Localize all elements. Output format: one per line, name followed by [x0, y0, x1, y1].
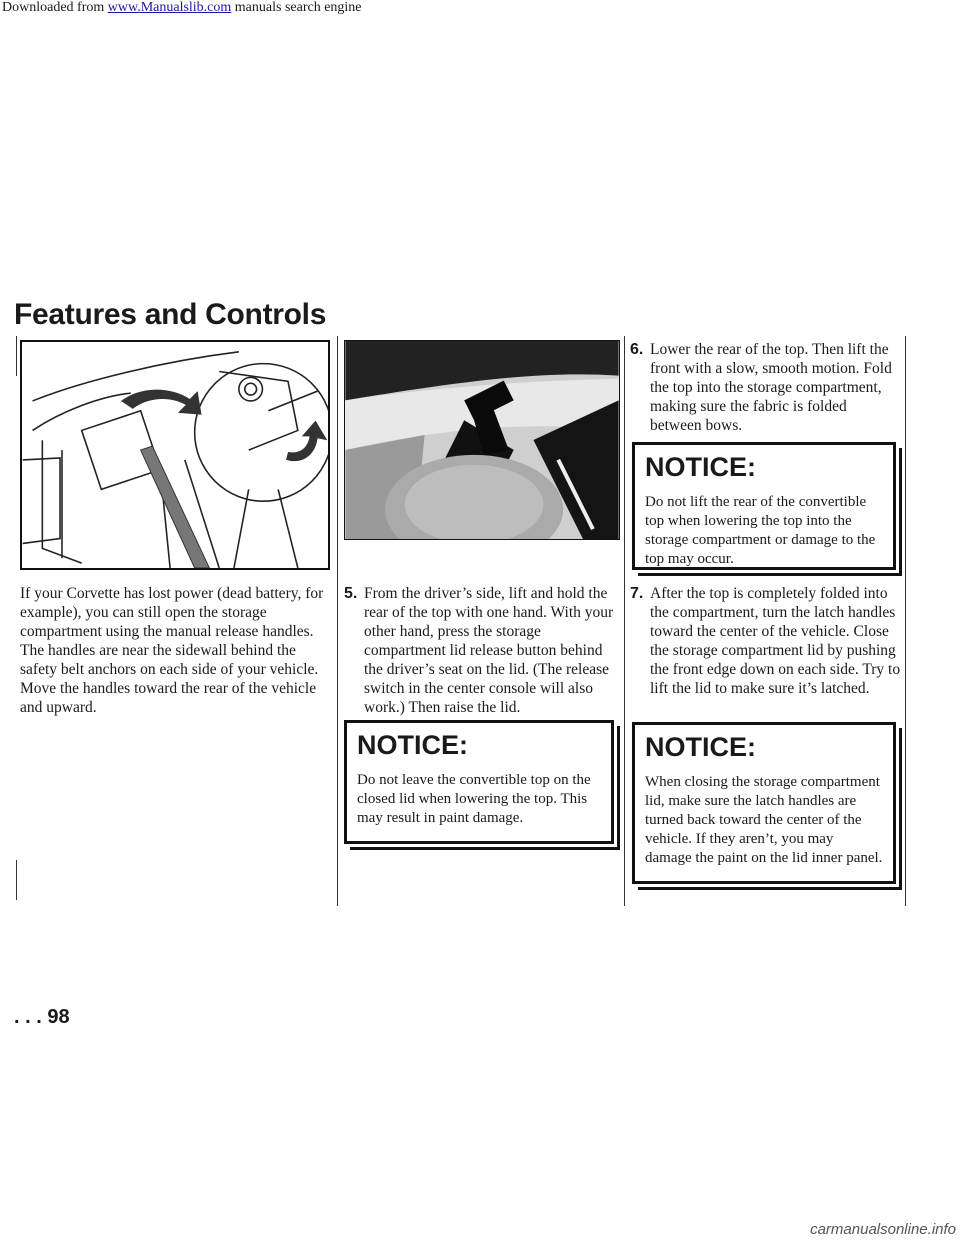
- manualslib-link[interactable]: www.Manualslib.com: [107, 0, 232, 15]
- step-5-number: 5.: [344, 585, 358, 602]
- storage-lid-photo-drawing: [345, 341, 619, 539]
- step-6-number: 6.: [630, 341, 644, 358]
- header-prefix: Downloaded from: [2, 0, 108, 15]
- notice-title: NOTICE:: [357, 730, 468, 760]
- step-5: [344, 584, 616, 717]
- release-handle-drawing: [22, 342, 328, 568]
- notice-latch-handles: [632, 722, 896, 884]
- notice-title: NOTICE:: [645, 732, 756, 762]
- release-handle-illustration: [20, 340, 330, 570]
- notice-text: Do not leave the convertible top on the closed lid when lowering the top. This may result in paint damage.: [357, 772, 591, 826]
- page-number: . . . 98: [14, 1006, 70, 1028]
- column-rule-right: [905, 336, 906, 906]
- notice-lift-rear: [632, 442, 896, 570]
- step-7: [630, 584, 902, 698]
- notice-paint-damage: [344, 720, 614, 844]
- header-suffix: manuals search engine: [231, 0, 362, 15]
- column-rule-left-bottom: [16, 860, 17, 900]
- step-6-text: Lower the rear of the top. Then lift the front with a slow, smooth motion. Fold the top into the storage compartment, making sure the fabric is folded between bows.: [650, 341, 892, 434]
- notice-text: When closing the storage compartment lid, make sure the latch handles are turned back toward the center of the vehicle. If they aren’t, you may damage the paint on the lid inner panel.: [645, 774, 883, 866]
- watermark: carmanualsonline.info: [810, 1221, 956, 1238]
- page-title: Features and Controls: [14, 298, 327, 331]
- manual-release-paragraph: If your Corvette has lost power (dead battery, for example), you can still open the storage compartment using the manual release handles. The handles are near the sidewall behind the safety belt anchors on each side of your vehicle. Move the handles toward the rear of the vehicle and upward.: [20, 585, 324, 716]
- step-6: [630, 340, 902, 435]
- step-5-text: From the driver’s side, lift and hold the rear of the top with one hand. With your other hand, press the storage compartment lid release button behind the driver’s seat on the lid. (The release switch in the center console will also work.) Then raise the lid.: [364, 585, 614, 716]
- notice-title: NOTICE:: [645, 452, 756, 482]
- step-7-text: After the top is completely folded into the compartment, turn the latch handles toward the center of the vehicle. Close the storage compartment lid by pushing the front edge down on each side. Try to lift the lid to make sure it’s latched.: [650, 585, 901, 697]
- storage-lid-photo: [344, 340, 620, 540]
- download-source-header: [0, 0, 960, 18]
- notice-text: Do not lift the rear of the convertible top when lowering the top into the storage compartment or damage to the top may occur.: [645, 494, 876, 567]
- column-rule-left: [16, 336, 17, 376]
- column-divider-2: [624, 336, 625, 906]
- step-7-number: 7.: [630, 585, 644, 602]
- column-divider-1: [337, 336, 338, 906]
